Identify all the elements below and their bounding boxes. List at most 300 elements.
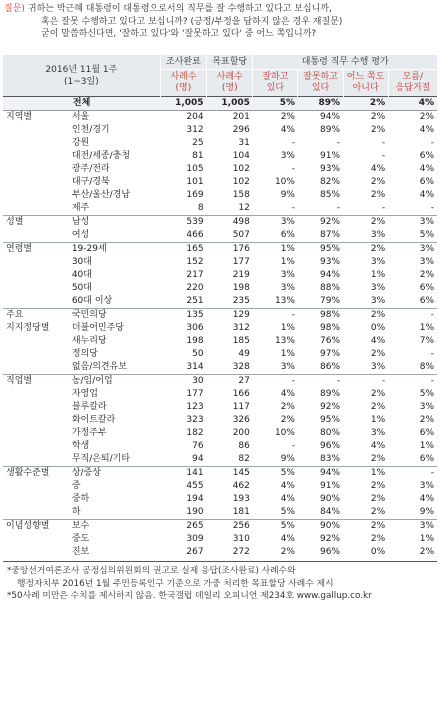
table-row <box>3 150 437 163</box>
row-good: 9% <box>280 454 295 464</box>
row-n1: 25 <box>192 138 204 148</box>
row-neither: 2% <box>370 507 386 517</box>
total-good: 5% <box>253 97 298 111</box>
row-n1: 314 <box>186 362 204 372</box>
table-row <box>3 375 437 389</box>
row-n1: 30 <box>160 375 206 389</box>
row-n2: 462 <box>232 481 250 491</box>
table-row <box>3 361 437 375</box>
row-good: 5% <box>253 520 298 534</box>
row-n1: 539 <box>160 216 206 230</box>
row-n2: 177 <box>232 257 250 267</box>
row-dk: 6% <box>419 177 434 187</box>
row-n1: 123 <box>186 402 204 412</box>
row-good: 3% <box>280 151 295 161</box>
row-n2: 328 <box>232 362 250 372</box>
total-n1: 1,005 <box>160 97 206 111</box>
row-bad: 94% <box>298 111 343 125</box>
row-n2: 200 <box>232 428 250 438</box>
row-dk: 2% <box>419 547 434 557</box>
row-neither: 2% <box>370 177 386 187</box>
row-bad: 98% <box>298 309 343 323</box>
row-bad: - <box>336 138 341 148</box>
table-row <box>3 520 437 534</box>
row-bad: 80% <box>320 428 341 438</box>
cases2-header: 사례수 (명) <box>207 70 253 97</box>
results-table <box>3 55 437 559</box>
row-neither: 2% <box>370 481 386 491</box>
row-neither: 2% <box>370 190 386 200</box>
row-bad: 89% <box>320 125 341 135</box>
row-label: 중 <box>71 481 81 491</box>
period-line-2: (1~3일) <box>64 76 99 87</box>
group-name-2: 지지정당별 <box>6 323 50 333</box>
row-good: - <box>291 138 295 148</box>
row-bad: 96% <box>320 441 341 451</box>
row-good: 4% <box>280 494 295 504</box>
row-bad: 90% <box>320 494 341 504</box>
table-row <box>3 111 437 125</box>
row-n2: 102 <box>232 177 250 187</box>
footnote <box>3 561 437 603</box>
table-row <box>3 243 437 257</box>
row-n2: 176 <box>207 243 253 257</box>
row-dk: 6% <box>419 151 434 161</box>
dk-header: 모름/ 응답거절 <box>388 70 437 97</box>
row-label: 무직/은퇴/기타 <box>71 454 131 464</box>
row-dk: 4% <box>419 125 434 135</box>
table-row <box>3 440 437 453</box>
table-row <box>3 124 437 137</box>
row-good: 1% <box>280 349 295 359</box>
period-header <box>3 55 160 97</box>
row-good: 3% <box>253 216 298 230</box>
row-n1: 312 <box>186 125 204 135</box>
row-n2: 201 <box>207 111 253 125</box>
row-good: - <box>253 309 298 323</box>
row-dk: 6% <box>419 428 434 438</box>
row-neither: 2% <box>343 520 388 534</box>
row-label: 상/중상 <box>69 467 160 481</box>
row-dk: 3% <box>419 257 434 267</box>
row-neither: 2% <box>343 309 388 323</box>
row-good: - <box>291 164 295 174</box>
row-n2: 310 <box>232 534 250 544</box>
row-n2: 145 <box>207 467 253 481</box>
row-label: 하 <box>71 507 81 517</box>
row-dk: 1% <box>419 441 434 451</box>
table-row <box>3 229 437 243</box>
row-good: 5% <box>253 467 298 481</box>
row-n2: 507 <box>232 230 250 240</box>
row-good: 1% <box>280 257 295 267</box>
row-bad: 97% <box>320 349 341 359</box>
row-bad: - <box>298 375 343 389</box>
row-good: 1% <box>280 323 295 333</box>
row-n1: 101 <box>186 177 204 187</box>
row-label: 서울 <box>69 111 160 125</box>
row-n2: 12 <box>238 203 250 213</box>
question-line-2: 혹은 잘못 수행하고 있다고 보십니까? (긍정/부정을 답하지 않은 경우 재질문) <box>41 16 343 27</box>
period-line-1: 2016년 11월 1주 <box>45 64 118 75</box>
row-dk: 1% <box>419 534 434 544</box>
group-name: 지역별 <box>6 112 33 122</box>
row-neither: 3% <box>370 296 386 306</box>
total-label: 전체 <box>3 97 160 111</box>
row-bad: 87% <box>320 230 341 240</box>
row-label: 중도 <box>71 534 90 544</box>
row-n1: 455 <box>186 481 204 491</box>
row-bad: 92% <box>320 402 341 412</box>
row-bad: 95% <box>298 243 343 257</box>
row-label: 진보 <box>71 547 90 557</box>
table-row <box>3 322 437 335</box>
row-n2: 86 <box>238 441 250 451</box>
row-label: 새누리당 <box>71 336 107 346</box>
row-n1: 94 <box>192 454 204 464</box>
row-good: 3% <box>280 283 295 293</box>
row-neither: 0% <box>370 323 386 333</box>
row-bad: 92% <box>320 534 341 544</box>
row-bad: - <box>336 203 341 213</box>
table-row <box>3 467 437 481</box>
row-n1: 76 <box>192 441 204 451</box>
table-row <box>3 176 437 189</box>
row-n2: 185 <box>232 336 250 346</box>
row-n2: 158 <box>232 190 250 200</box>
row-bad: 89% <box>320 389 341 399</box>
table-row <box>3 401 437 414</box>
footnote-line-3: *50사례 미만은 수치를 제시하지 않음. 한국갤럽 데일리 오피니언 제234호 www.gallup.co.kr <box>7 591 372 601</box>
question-block <box>0 0 440 55</box>
row-good: 13% <box>274 296 295 306</box>
row-bad: 96% <box>320 547 341 557</box>
group-name: 이념성향별 <box>6 521 50 531</box>
row-n2: 49 <box>238 349 250 359</box>
row-label: 30대 <box>71 257 92 267</box>
group-label <box>3 216 69 243</box>
group-label <box>3 467 69 520</box>
group-name: 생활수준별 <box>6 468 50 478</box>
row-bad: 82% <box>320 177 341 187</box>
good-header: 잘하고 있다 <box>253 70 298 97</box>
row-dk: - <box>430 203 434 213</box>
group-label <box>3 111 69 216</box>
row-n1: 194 <box>186 494 204 504</box>
table-body <box>3 97 437 560</box>
row-dk: 3% <box>388 216 437 230</box>
row-neither: 2% <box>343 111 388 125</box>
row-neither: - <box>343 375 388 389</box>
row-label: 농/임/어업 <box>69 375 160 389</box>
row-label: 보수 <box>69 520 160 534</box>
row-good: 2% <box>280 547 295 557</box>
row-n2: 102 <box>232 164 250 174</box>
table-row <box>3 163 437 176</box>
row-bad: 95% <box>320 415 341 425</box>
row-good: 2% <box>280 415 295 425</box>
table-row <box>3 493 437 506</box>
row-label: 여성 <box>71 230 90 240</box>
row-label: 더불어민주당 <box>71 323 124 333</box>
row-n1: 466 <box>186 230 204 240</box>
row-neither: 3% <box>370 428 386 438</box>
row-neither: 4% <box>370 441 386 451</box>
row-good: 10% <box>274 177 295 187</box>
row-dk: 4% <box>419 494 434 504</box>
row-good: 13% <box>274 336 295 346</box>
row-bad: 86% <box>320 362 341 372</box>
row-good: - <box>291 441 295 451</box>
total-n2: 1,005 <box>207 97 253 111</box>
row-n2: 117 <box>232 402 250 412</box>
row-n2: 104 <box>232 151 250 161</box>
row-n1: 50 <box>192 349 204 359</box>
row-neither: 0% <box>370 547 386 557</box>
row-neither: 3% <box>370 283 386 293</box>
row-n2: 27 <box>207 375 253 389</box>
row-dk: 3% <box>388 520 437 534</box>
row-dk: 6% <box>419 454 434 464</box>
row-n1: 309 <box>186 534 204 544</box>
row-label: 블루칼라 <box>71 402 107 412</box>
row-bad: 76% <box>320 336 341 346</box>
row-bad: 98% <box>320 323 341 333</box>
row-bad: 94% <box>298 467 343 481</box>
table-row <box>3 546 437 559</box>
row-dk: 3% <box>419 402 434 412</box>
row-neither: 2% <box>370 389 386 399</box>
row-n1: 265 <box>160 520 206 534</box>
neither-header: 어느 쪽도 아니다 <box>343 70 388 97</box>
row-n2: 312 <box>232 323 250 333</box>
row-n1: 8 <box>197 203 204 213</box>
table-row <box>3 309 437 323</box>
row-neither: 2% <box>343 216 388 230</box>
row-bad: 85% <box>320 190 341 200</box>
row-n1: 220 <box>186 283 204 293</box>
table-row <box>3 348 437 361</box>
row-n1: 81 <box>192 151 204 161</box>
row-n1: 217 <box>186 270 204 280</box>
table-row <box>3 453 437 467</box>
row-label: 강원 <box>71 138 90 148</box>
row-label: 부산/울산/경남 <box>71 190 131 200</box>
row-dk: 1% <box>419 323 434 333</box>
row-dk: 2% <box>419 270 434 280</box>
row-n2: 296 <box>232 125 250 135</box>
table-row <box>3 506 437 520</box>
row-n1: 204 <box>160 111 206 125</box>
row-n2: 219 <box>232 270 250 280</box>
total-neither: 2% <box>343 97 388 111</box>
row-n2: 198 <box>232 283 250 293</box>
row-label: 제주 <box>71 203 90 213</box>
evaluation-group-header: 대통령 직무 수행 평가 <box>253 55 437 70</box>
row-good: 4% <box>280 125 295 135</box>
question-label: 질문) <box>4 4 25 14</box>
row-n2: 326 <box>232 415 250 425</box>
row-n2: 181 <box>232 507 250 517</box>
row-bad: 93% <box>320 257 341 267</box>
row-n2: 272 <box>232 547 250 557</box>
group-name: 연령별 <box>6 244 33 254</box>
row-neither: 3% <box>370 257 386 267</box>
row-dk: - <box>430 349 434 359</box>
row-neither: 2% <box>343 243 388 257</box>
row-bad: 79% <box>320 296 341 306</box>
row-good: - <box>253 375 298 389</box>
row-dk: - <box>388 467 437 481</box>
row-n1: 135 <box>160 309 206 323</box>
row-n1: 105 <box>186 164 204 174</box>
row-good: 1% <box>253 243 298 257</box>
table-row <box>3 427 437 440</box>
row-neither: - <box>381 138 386 148</box>
row-good: 2% <box>253 111 298 125</box>
row-label: 학생 <box>71 441 90 451</box>
row-neither: 2% <box>370 454 386 464</box>
row-dk: 3% <box>388 243 437 257</box>
row-n2: 498 <box>207 216 253 230</box>
row-dk: 7% <box>419 336 434 346</box>
row-label: 화이트칼라 <box>71 415 116 425</box>
row-n1: 306 <box>186 323 204 333</box>
row-label: 자영업 <box>71 389 98 399</box>
row-label: 중하 <box>71 494 90 504</box>
group-label <box>3 309 69 375</box>
row-label: 국민의당 <box>69 309 160 323</box>
total-dk: 4% <box>388 97 437 111</box>
row-label: 50대 <box>71 283 92 293</box>
row-good: 4% <box>280 389 295 399</box>
group-label <box>3 375 69 467</box>
row-neither: - <box>381 151 386 161</box>
row-bad: 91% <box>320 151 341 161</box>
row-dk: 5% <box>419 230 434 240</box>
table-row <box>3 480 437 493</box>
row-n2: 166 <box>232 389 250 399</box>
question-line-3: 굳이 말씀하신다면, '잘하고 있다'와 '잘못하고 있다' 중 어느 쪽입니까? <box>41 29 317 39</box>
row-dk: 6% <box>419 296 434 306</box>
row-label: 19-29세 <box>69 243 160 257</box>
group-label <box>3 243 69 309</box>
row-bad: 91% <box>320 481 341 491</box>
row-n1: 152 <box>186 257 204 267</box>
row-good: 4% <box>280 481 295 491</box>
row-label: 대전/세종/충청 <box>71 151 131 161</box>
table-row <box>3 282 437 295</box>
row-neither: 2% <box>370 534 386 544</box>
row-n1: 169 <box>186 190 204 200</box>
row-dk: 2% <box>388 111 437 125</box>
row-n2: 31 <box>238 138 250 148</box>
question-line-1: 귀하는 박근혜 대통령이 대통령으로서의 직무를 잘 수행하고 있다고 보십니까, <box>27 4 332 14</box>
row-bad: 88% <box>320 283 341 293</box>
row-dk: 2% <box>419 415 434 425</box>
row-n1: 198 <box>186 336 204 346</box>
row-neither: 4% <box>370 336 386 346</box>
row-dk: - <box>388 375 437 389</box>
row-label: 인천/경기 <box>71 125 110 135</box>
table-row <box>3 216 437 230</box>
row-n1: 182 <box>186 428 204 438</box>
cases1-header: 사례수 (명) <box>160 70 206 97</box>
row-dk: 4% <box>419 190 434 200</box>
row-dk: 8% <box>419 362 434 372</box>
row-good: 9% <box>280 190 295 200</box>
row-bad: 83% <box>320 454 341 464</box>
row-good: 3% <box>280 362 295 372</box>
row-n2: 256 <box>207 520 253 534</box>
row-bad: 94% <box>320 270 341 280</box>
row-neither: 3% <box>370 362 386 372</box>
row-n2: 193 <box>232 494 250 504</box>
row-n2: 82 <box>238 454 250 464</box>
row-bad: 92% <box>298 216 343 230</box>
row-n1: 141 <box>160 467 206 481</box>
row-label: 대구/경북 <box>71 177 110 187</box>
table-row <box>3 388 437 401</box>
row-n1: 323 <box>186 415 204 425</box>
table-row <box>3 414 437 427</box>
table-row <box>3 202 437 216</box>
row-bad: 90% <box>298 520 343 534</box>
row-dk: 4% <box>419 164 434 174</box>
row-good: 6% <box>280 230 295 240</box>
row-dk: 6% <box>419 283 434 293</box>
row-label: 60대 이상 <box>71 296 113 306</box>
row-label: 정의당 <box>71 349 98 359</box>
row-good: 2% <box>280 402 295 412</box>
table-row <box>3 533 437 546</box>
row-neither: 1% <box>370 415 386 425</box>
row-n1: 267 <box>186 547 204 557</box>
table-row <box>3 269 437 282</box>
table-row <box>3 335 437 348</box>
bad-header: 잘못하고 있다 <box>298 70 343 97</box>
row-dk: 9% <box>419 507 434 517</box>
row-neither: - <box>381 203 386 213</box>
row-n1: 190 <box>186 507 204 517</box>
row-n1: 177 <box>186 389 204 399</box>
footnote-line-1: *중앙선거여론조사 공정심의위원회의 권고로 실제 응답(조사완료) 사례수와 <box>7 566 296 576</box>
row-label: 가정주부 <box>71 428 107 438</box>
survey-completed-header: 조사완료 <box>160 55 206 70</box>
row-n1: 165 <box>160 243 206 257</box>
row-bad: 93% <box>320 164 341 174</box>
table-row <box>3 256 437 269</box>
group-name: 성별 <box>6 217 24 227</box>
row-bad: 84% <box>320 507 341 517</box>
table-row <box>3 295 437 309</box>
total-row <box>3 97 437 111</box>
group-name: 주요 <box>6 310 24 320</box>
row-good: 4% <box>280 534 295 544</box>
row-good: 10% <box>274 428 295 438</box>
row-label: 광주/전라 <box>71 164 110 174</box>
row-neither: 2% <box>370 402 386 412</box>
row-label: 남성 <box>69 216 160 230</box>
group-label <box>3 520 69 560</box>
row-neither: 1% <box>343 467 388 481</box>
total-bad: 89% <box>298 97 343 111</box>
row-neither: 2% <box>370 125 386 135</box>
target-alloc-header: 목표할당 <box>207 55 253 70</box>
row-dk: - <box>430 138 434 148</box>
row-n1: 251 <box>186 296 204 306</box>
row-good: 3% <box>280 270 295 280</box>
